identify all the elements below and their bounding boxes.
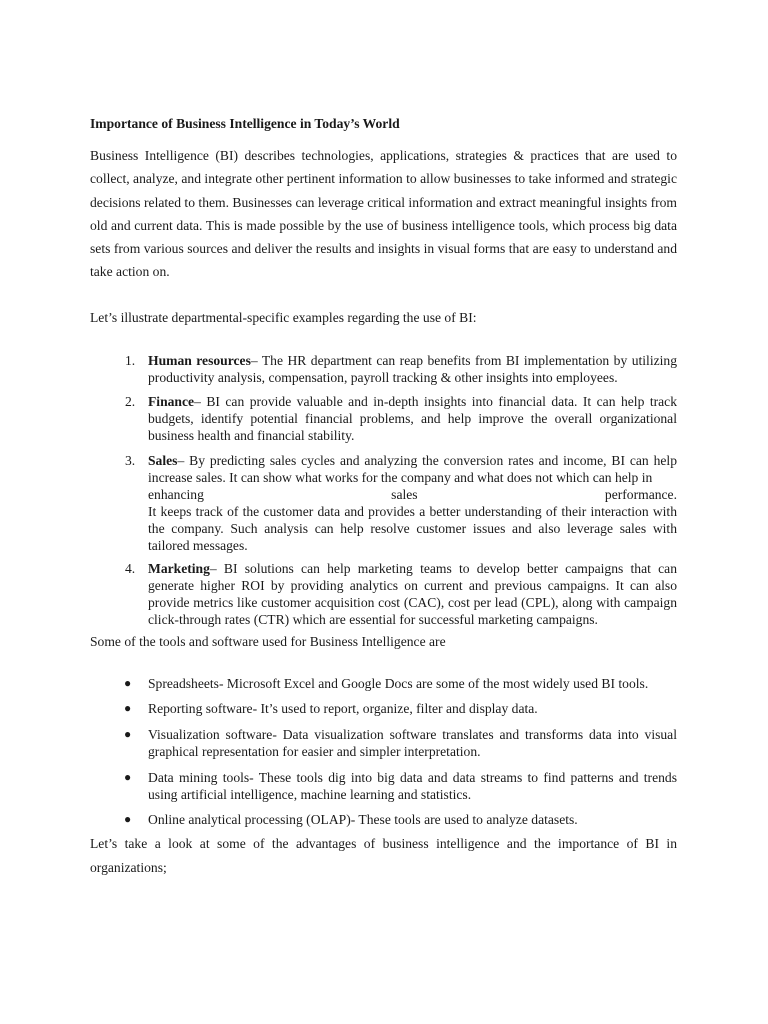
bullet-item-data-mining xyxy=(124,769,677,803)
tools-lead-paragraph: Some of the tools and software used for Business Intelligence are xyxy=(90,634,446,649)
list-item-sales xyxy=(125,452,677,554)
bullet-item-reporting xyxy=(124,700,677,717)
intro-paragraph: Business Intelligence (BI) describes technologies, applications, strategies & practices that are used to collect, analyze, and integrate other pertinent information to allow businesses to take informed and strategic decisions related to them. Businesses can leverage critical information and extract meaningful insights from old and current data. This is made possible by the use of business intelligence tools, which process big data sets from various sources and deliver the results and insights in visual forms that are easy to understand and take action on. xyxy=(90,148,677,280)
bullet-icon: ● xyxy=(124,812,132,826)
list-item-marketing xyxy=(125,560,677,628)
list-item-term: Marketing xyxy=(148,561,210,576)
outro-paragraph: Let’s take a look at some of the advantages of business intelligence and the importance of BI in organizations; xyxy=(90,836,677,875)
list-item-term: Sales xyxy=(148,453,178,468)
list-item-finance xyxy=(125,393,677,444)
bullet-text: Online analytical processing (OLAP)- These tools are used to analyze datasets. xyxy=(148,812,578,827)
bullet-item-spreadsheets xyxy=(124,675,677,692)
bullet-icon: ● xyxy=(124,727,132,741)
examples-lead-paragraph: Let’s illustrate departmental-specific examples regarding the use of BI: xyxy=(90,310,477,325)
bullet-icon: ● xyxy=(124,701,132,715)
document-title: Importance of Business Intelligence in Today’s World xyxy=(90,116,400,131)
list-item-text: – BI solutions can help marketing teams to develop better campaigns that can generate higher ROI by providing analytics on current and previous campaigns. It can also provide metrics like customer acquisition cost (CAC), cost per lead (CPL), along with campaign click-through rates (CTR) which are essential for successful marketing campaigns. xyxy=(148,561,677,627)
list-item-text: – By predicting sales cycles and analyzing the conversion rates and income, BI can help increase sales. It can show what works for the company and what does not which can help in xyxy=(148,453,677,485)
list-item-term: Finance xyxy=(148,394,195,409)
list-item-text-break: enhancing sales performance. xyxy=(148,487,677,502)
bullet-item-visualization xyxy=(124,726,677,760)
list-item-text-continued: It keeps track of the customer data and provides a better understanding of their interaction with the company. Such analysis can help resolve customer issues and also leverage sales with tailored messages. xyxy=(148,504,677,553)
bullet-text: Spreadsheets- Microsoft Excel and Google Docs are some of the most widely used BI tools. xyxy=(148,676,649,691)
bullet-text: Reporting software- It’s used to report, organize, filter and display data. xyxy=(148,701,538,716)
list-item-number: 3. xyxy=(125,453,136,468)
list-item-number: 2. xyxy=(125,394,136,409)
list-item-human-resources xyxy=(125,352,677,386)
bullet-icon: ● xyxy=(124,770,132,784)
bullet-text: Visualization software- Data visualization software translates and transforms data into visual graphical representation for easier and simpler interpretation. xyxy=(148,727,677,759)
bullet-text: Data mining tools- These tools dig into big data and data streams to find patterns and trends using artificial intelligence, machine learning and statistics. xyxy=(148,770,677,802)
list-item-term: Human resources xyxy=(148,353,251,368)
bullet-item-olap xyxy=(124,811,677,828)
list-item-number: 1. xyxy=(125,353,136,368)
list-item-text: – BI can provide valuable and in-depth insights into financial data. It can help track budgets, identify potential financial problems, and help improve the overall organizational business health and financial stability. xyxy=(148,394,677,443)
list-item-number: 4. xyxy=(125,561,136,576)
list-item-text: – The HR department can reap benefits from BI implementation by utilizing productivity analysis, compensation, payroll tracking & other insights into employees. xyxy=(148,353,677,385)
bullet-icon: ● xyxy=(124,676,132,690)
